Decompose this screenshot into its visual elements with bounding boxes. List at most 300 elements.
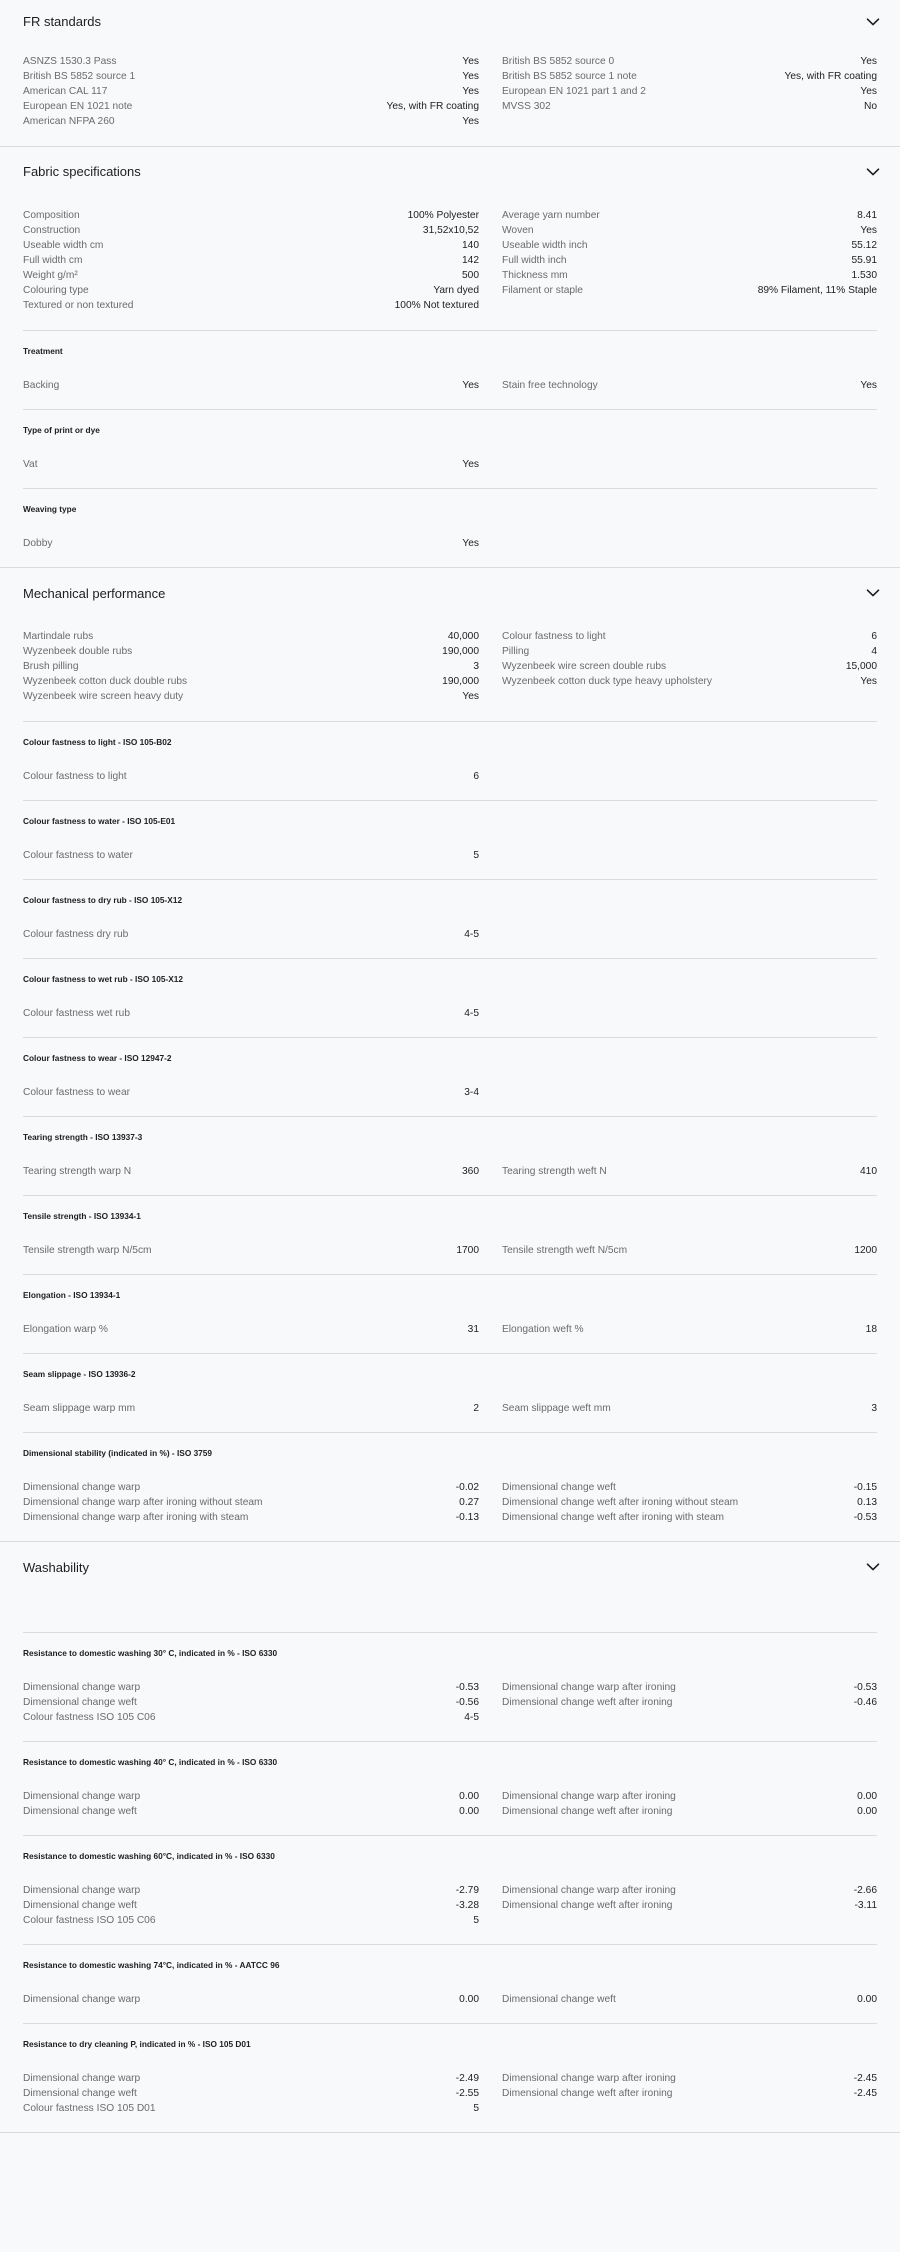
spec-value: 4 — [871, 646, 877, 657]
spec-row — [23, 769, 479, 784]
spec-row — [23, 1804, 479, 1819]
spec-label: European EN 1021 note — [23, 101, 133, 112]
spec-row — [502, 2071, 877, 2086]
spec-value: Yes, with FR coating — [386, 101, 479, 112]
spec-value: 55.91 — [851, 255, 877, 266]
spec-column-left — [23, 1322, 479, 1337]
spec-row — [502, 253, 877, 268]
spec-row — [502, 1164, 877, 1179]
spec-row — [23, 1164, 479, 1179]
spec-grid — [23, 848, 877, 863]
spec-label: Dimensional change warp after ironing without steam — [23, 1497, 263, 1508]
spec-label: Colour fastness to wear — [23, 1087, 131, 1098]
spec-value: -3.28 — [455, 1900, 479, 1911]
spec-value: -3.11 — [854, 1900, 877, 1911]
spec-value: 140 — [462, 240, 479, 251]
spec-label: Woven — [502, 225, 534, 236]
spec-row — [502, 674, 877, 689]
spec-label: Thickness mm — [502, 270, 568, 281]
spec-column-right — [502, 1883, 877, 1928]
spec-label: Weight g/m² — [23, 270, 78, 281]
spec-value: -0.13 — [455, 1512, 479, 1523]
subsection-body — [23, 1300, 877, 1353]
spec-row — [23, 1006, 479, 1021]
spec-label: Average yarn number — [502, 210, 600, 221]
spec-label: American NFPA 260 — [23, 116, 115, 127]
spec-column-right — [502, 629, 877, 704]
spec-label: Dimensional change warp — [23, 1482, 141, 1493]
spec-column-right — [502, 1480, 877, 1525]
spec-row — [502, 1480, 877, 1495]
spec-value: 100% Polyester — [407, 210, 479, 221]
spec-row — [502, 1695, 877, 1710]
spec-value: -2.79 — [455, 1885, 479, 1896]
subsection-body — [23, 747, 877, 800]
spec-row — [23, 1243, 479, 1258]
spec-label: Dimensional change warp after ironing — [502, 1791, 676, 1802]
spec-grid — [23, 1480, 877, 1525]
spec-column-left — [23, 629, 479, 704]
spec-column-left — [23, 1401, 479, 1416]
section-header-washability[interactable] — [23, 1542, 877, 1592]
spec-label: Tensile strength warp N/5cm — [23, 1245, 152, 1256]
spec-label: Pilling — [502, 646, 530, 657]
spec-label: Tearing strength weft N — [502, 1166, 607, 1177]
subsection-title: Seam slippage - ISO 13936-2 — [23, 1369, 136, 1379]
spec-column-right — [502, 536, 877, 551]
spec-row — [502, 1401, 877, 1416]
spec-label: Wyzenbeek cotton duck double rubs — [23, 676, 188, 687]
spec-column-right — [502, 378, 877, 393]
spec-value: 18 — [865, 1324, 877, 1335]
spec-column-left — [23, 769, 479, 784]
spec-value: 8.41 — [857, 210, 877, 221]
spec-row — [23, 1480, 479, 1495]
spec-grid — [23, 1789, 877, 1819]
spec-value: -0.56 — [455, 1697, 479, 1708]
spec-label: Wyzenbeek cotton duck type heavy upholstery — [502, 676, 713, 687]
chevron-down-icon[interactable] — [866, 165, 877, 179]
spec-column-right — [502, 1006, 877, 1021]
spec-label: Colouring type — [23, 285, 89, 296]
spec-value: Yes — [462, 56, 479, 67]
subsection-body — [23, 1458, 877, 1541]
spec-grid — [23, 208, 877, 313]
spec-grid — [23, 1006, 877, 1021]
spec-value: 31 — [467, 1324, 479, 1335]
subsection-weaving-type — [23, 488, 877, 567]
spec-label: Wyzenbeek wire screen heavy duty — [23, 691, 184, 702]
subsection-elongation-iso-13934-1 — [23, 1274, 877, 1353]
spec-label: Seam slippage weft mm — [502, 1403, 611, 1414]
spec-label: MVSS 302 — [502, 101, 551, 112]
spec-label: ASNZS 1530.3 Pass — [23, 56, 117, 67]
spec-column-left — [23, 1243, 479, 1258]
subsection-body — [23, 826, 877, 879]
spec-value: -0.02 — [455, 1482, 479, 1493]
spec-label: Stain free technology — [502, 380, 598, 391]
spec-row — [23, 689, 479, 704]
spec-value: 410 — [860, 1166, 877, 1177]
spec-row — [23, 69, 479, 84]
spec-grid — [23, 54, 877, 129]
spec-row — [23, 253, 479, 268]
spec-column-left — [23, 54, 479, 129]
spec-label: Full width inch — [502, 255, 567, 266]
spec-value: Yes, with FR coating — [784, 71, 877, 82]
spec-row — [502, 1789, 877, 1804]
spec-row — [502, 223, 877, 238]
spec-row — [502, 629, 877, 644]
spec-column-left — [23, 1992, 479, 2007]
spec-label: Colour fastness ISO 105 C06 — [23, 1915, 156, 1926]
chevron-down-icon[interactable] — [866, 586, 877, 600]
spec-row — [502, 84, 877, 99]
spec-row — [502, 54, 877, 69]
section-header-mechanical[interactable] — [23, 568, 877, 618]
subsection-title: Treatment — [23, 346, 63, 356]
spec-value: -2.66 — [853, 1885, 877, 1896]
spec-label: Dimensional change weft after ironing with steam — [502, 1512, 724, 1523]
section-washability — [0, 1542, 900, 2133]
spec-label: Filament or staple — [502, 285, 583, 296]
spec-column-left — [23, 848, 479, 863]
spec-label: Dimensional change warp after ironing — [502, 2073, 676, 2084]
spec-row — [502, 659, 877, 674]
spec-column-right — [502, 1992, 877, 2007]
spec-row — [502, 238, 877, 253]
spec-label: Textured or non textured — [23, 300, 134, 311]
spec-label: Dimensional change weft — [23, 1806, 137, 1817]
section-header-fr[interactable] — [23, 0, 877, 43]
subsection-resistance-to-domestic-washing-30-c-indi — [23, 1632, 877, 1741]
spec-column-right — [502, 1789, 877, 1819]
subsection-resistance-to-domestic-washing-74-c-indi — [23, 1944, 877, 2023]
spec-value: Yes — [462, 459, 479, 470]
subsection-colour-fastness-to-wet-rub-iso-105-x12 — [23, 958, 877, 1037]
spec-label: Dimensional change warp — [23, 1994, 141, 2005]
spec-row — [23, 629, 479, 644]
spec-row — [502, 1992, 877, 2007]
spec-row — [23, 1710, 479, 1725]
spec-row — [23, 1401, 479, 1416]
spec-value: Yes — [462, 538, 479, 549]
spec-label: Dimensional change weft after ironing — [502, 2088, 673, 2099]
section-header-fabric[interactable] — [23, 147, 877, 196]
spec-value: 0.00 — [857, 1806, 877, 1817]
spec-label: Elongation weft % — [502, 1324, 584, 1335]
spec-grid — [23, 1992, 877, 2007]
spec-label: Composition — [23, 210, 80, 221]
spec-value: 0.00 — [857, 1791, 877, 1802]
spec-value: Yes — [860, 380, 877, 391]
spec-value: -0.53 — [853, 1682, 877, 1693]
chevron-down-icon[interactable] — [866, 1560, 877, 1574]
section-title: FR standards — [23, 14, 102, 29]
subsection-tearing-strength-iso-13937-3 — [23, 1116, 877, 1195]
spec-value: 6 — [871, 631, 877, 642]
spec-column-left — [23, 1085, 479, 1100]
subsection-title: Resistance to domestic washing 60°C, indicated in % - ISO 6330 — [23, 1851, 275, 1861]
subsection-title: Resistance to domestic washing 40° C, indicated in % - ISO 6330 — [23, 1757, 278, 1767]
spec-label: Elongation warp % — [23, 1324, 108, 1335]
spec-row — [23, 223, 479, 238]
subsection-colour-fastness-to-light-iso-105-b02 — [23, 721, 877, 800]
spec-row — [502, 2086, 877, 2101]
subsection-title: Colour fastness to dry rub - ISO 105-X12 — [23, 895, 183, 905]
subsection-title: Elongation - ISO 13934-1 — [23, 1290, 121, 1300]
spec-grid — [23, 1883, 877, 1928]
spec-grid — [23, 629, 877, 704]
subsection-body — [23, 905, 877, 958]
spec-row — [23, 378, 479, 393]
spec-row — [23, 1695, 479, 1710]
spec-value: Yes — [860, 86, 877, 97]
spec-row — [23, 674, 479, 689]
subsection-title: Weaving type — [23, 504, 77, 514]
spec-value: Yes — [860, 225, 877, 236]
spec-row — [502, 1495, 877, 1510]
section-body — [23, 196, 877, 330]
subsection-resistance-to-domestic-washing-60-c-indi — [23, 1835, 877, 1944]
spec-row — [502, 644, 877, 659]
spec-value: -2.49 — [455, 2073, 479, 2084]
spec-grid — [23, 1680, 877, 1725]
spec-label: Dimensional change weft — [23, 1900, 137, 1911]
spec-value: 190,000 — [442, 646, 479, 657]
spec-label: Tearing strength warp N — [23, 1166, 132, 1177]
spec-value: No — [863, 101, 877, 112]
spec-label: Dimensional change weft — [23, 2088, 137, 2099]
spec-row — [502, 378, 877, 393]
subsection-title: Colour fastness to water - ISO 105-E01 — [23, 816, 176, 826]
spec-value: 4-5 — [464, 1008, 479, 1019]
spec-row — [502, 208, 877, 223]
spec-column-right — [502, 1243, 877, 1258]
subsection-resistance-to-dry-cleaning-p-indicated-i — [23, 2023, 877, 2132]
spec-row — [23, 2086, 479, 2101]
spec-row — [23, 1898, 479, 1913]
spec-value: 40,000 — [447, 631, 479, 642]
spec-grid — [23, 1401, 877, 1416]
subsection-body — [23, 1861, 877, 1944]
spec-value: 0.13 — [857, 1497, 877, 1508]
subsection-body — [23, 356, 877, 409]
subsection-body — [23, 1970, 877, 2023]
spec-grid — [23, 1322, 877, 1337]
spec-label: British BS 5852 source 1 — [23, 71, 136, 82]
subsection-resistance-to-domestic-washing-40-c-indi — [23, 1741, 877, 1835]
spec-grid — [23, 769, 877, 784]
spec-value: 4-5 — [464, 1712, 479, 1723]
subsection-body — [23, 2049, 877, 2132]
spec-label: Full width cm — [23, 255, 83, 266]
spec-label: European EN 1021 part 1 and 2 — [502, 86, 646, 97]
subsection-body — [23, 1063, 877, 1116]
spec-row — [23, 644, 479, 659]
section-mechanical — [0, 568, 900, 1542]
section-body — [23, 43, 877, 146]
spec-grid — [23, 378, 877, 393]
spec-column-right — [502, 769, 877, 784]
subsection-colour-fastness-to-dry-rub-iso-105-x12 — [23, 879, 877, 958]
subsection-seam-slippage-iso-13936-2 — [23, 1353, 877, 1432]
spec-value: -2.45 — [853, 2088, 877, 2099]
spec-value: 0.00 — [459, 1791, 479, 1802]
spec-label: Dimensional change weft — [502, 1994, 616, 2005]
spec-column-left — [23, 1164, 479, 1179]
spec-value: 2 — [473, 1403, 479, 1414]
spec-label: Dimensional change weft after ironing — [502, 1900, 673, 1911]
spec-row — [502, 99, 877, 114]
spec-value: Yes — [462, 86, 479, 97]
spec-value: 31,52x10,52 — [422, 225, 479, 236]
spec-row — [23, 659, 479, 674]
spec-label: Dimensional change warp — [23, 1885, 141, 1896]
spec-label: Dimensional change warp after ironing — [502, 1682, 676, 1693]
spec-label: Dimensional change warp — [23, 1682, 141, 1693]
spec-value: 0.00 — [459, 1806, 479, 1817]
spec-label: Colour fastness ISO 105 C06 — [23, 1712, 156, 1723]
subsection-body — [23, 514, 877, 567]
spec-row — [502, 1322, 877, 1337]
spec-value: Yarn dyed — [433, 285, 479, 296]
subsection-title: Colour fastness to light - ISO 105-B02 — [23, 737, 172, 747]
spec-value: -2.45 — [853, 2073, 877, 2084]
spec-value: 1.530 — [851, 270, 877, 281]
spec-row — [23, 208, 479, 223]
spec-row — [23, 238, 479, 253]
section-body — [23, 618, 877, 721]
spec-row — [502, 1804, 877, 1819]
spec-value: 4-5 — [464, 929, 479, 940]
spec-row — [23, 536, 479, 551]
spec-row — [23, 1495, 479, 1510]
spec-value: 6 — [473, 771, 479, 782]
spec-value: 55.12 — [851, 240, 877, 251]
spec-value: 1700 — [456, 1245, 479, 1256]
spec-row — [502, 1883, 877, 1898]
subsection-type-of-print-or-dye — [23, 409, 877, 488]
spec-column-right — [502, 848, 877, 863]
spec-label: Colour fastness wet rub — [23, 1008, 131, 1019]
section-fabric — [0, 147, 900, 568]
subsection-title: Tensile strength - ISO 13934-1 — [23, 1211, 141, 1221]
spec-grid — [23, 927, 877, 942]
spec-column-left — [23, 457, 479, 472]
spec-value: 3-4 — [464, 1087, 479, 1098]
subsection-body — [23, 1221, 877, 1274]
spec-value: 100% Not textured — [394, 300, 479, 311]
spec-column-right — [502, 54, 877, 129]
spec-column-left — [23, 536, 479, 551]
spec-label: Colour fastness ISO 105 D01 — [23, 2103, 156, 2114]
spec-value: Yes — [860, 676, 877, 687]
section-body — [23, 1592, 877, 1632]
spec-value: -0.15 — [853, 1482, 877, 1493]
spec-row — [23, 1680, 479, 1695]
spec-column-right — [502, 457, 877, 472]
subsection-colour-fastness-to-wear-iso-12947-2 — [23, 1037, 877, 1116]
spec-column-left — [23, 2071, 479, 2116]
subsection-colour-fastness-to-water-iso-105-e01 — [23, 800, 877, 879]
subsection-title: Resistance to domestic washing 74°C, indicated in % - AATCC 96 — [23, 1960, 280, 1970]
section-title: Washability — [23, 1559, 89, 1575]
spec-value: 142 — [462, 255, 479, 266]
spec-column-left — [23, 1680, 479, 1725]
subsection-body — [23, 984, 877, 1037]
spec-label: Colour fastness to water — [23, 850, 133, 861]
spec-label: Backing — [23, 380, 60, 391]
subsection-dimensional-stability-indicated-in-iso-3 — [23, 1432, 877, 1541]
spec-value: 0.00 — [857, 1994, 877, 2005]
spec-label: Construction — [23, 225, 81, 236]
spec-grid — [23, 457, 877, 472]
spec-row — [23, 114, 479, 129]
subsection-body — [23, 1142, 877, 1195]
spec-label: Vat — [23, 459, 38, 470]
spec-row — [23, 283, 479, 298]
spec-row — [23, 1883, 479, 1898]
subsection-body — [23, 435, 877, 488]
spec-label: Dimensional change weft — [23, 1697, 137, 1708]
spec-column-right — [502, 2071, 877, 2116]
section-title: Fabric specifications — [23, 164, 141, 179]
subsection-title: Resistance to dry cleaning P, indicated in % - ISO 105 D01 — [23, 2039, 251, 2049]
subsection-treatment — [23, 330, 877, 409]
spec-label: Dimensional change weft after ironing — [502, 1697, 673, 1708]
spec-column-right — [502, 1401, 877, 1416]
spec-label: Wyzenbeek double rubs — [23, 646, 133, 657]
chevron-down-icon[interactable] — [866, 15, 877, 29]
spec-value: 3 — [871, 1403, 877, 1414]
spec-row — [23, 84, 479, 99]
spec-value: 0.00 — [459, 1994, 479, 2005]
spec-column-right — [502, 208, 877, 313]
spec-value: Yes — [462, 691, 479, 702]
subsection-title: Tearing strength - ISO 13937-3 — [23, 1132, 143, 1142]
spec-row — [23, 1510, 479, 1525]
spec-value: Yes — [462, 71, 479, 82]
spec-row — [23, 1085, 479, 1100]
spec-column-left — [23, 378, 479, 393]
spec-row — [23, 1322, 479, 1337]
spec-row — [23, 99, 479, 114]
subsection-title: Resistance to domestic washing 30° C, indicated in % - ISO 6330 — [23, 1648, 278, 1658]
spec-label: American CAL 117 — [23, 86, 108, 97]
spec-value: 360 — [462, 1166, 479, 1177]
spec-label: Tensile strength weft N/5cm — [502, 1245, 628, 1256]
spec-label: Useable width cm — [23, 240, 104, 251]
spec-value: Yes — [462, 116, 479, 127]
spec-label: British BS 5852 source 0 — [502, 56, 615, 67]
spec-value: -0.46 — [853, 1697, 877, 1708]
spec-label: Colour fastness to light — [502, 631, 606, 642]
spec-column-left — [23, 1480, 479, 1525]
spec-column-left — [23, 1883, 479, 1928]
spec-label: Dobby — [23, 538, 53, 549]
spec-label: Dimensional change warp after ironing — [502, 1885, 676, 1896]
spec-row — [502, 283, 877, 298]
subsection-body — [23, 1767, 877, 1835]
spec-column-left — [23, 1006, 479, 1021]
spec-row — [23, 1992, 479, 2007]
spec-row — [502, 268, 877, 283]
spec-label: Martindale rubs — [23, 631, 94, 642]
spec-row — [502, 1243, 877, 1258]
spec-value: 3 — [473, 661, 479, 672]
spec-value: -2.55 — [455, 2088, 479, 2099]
